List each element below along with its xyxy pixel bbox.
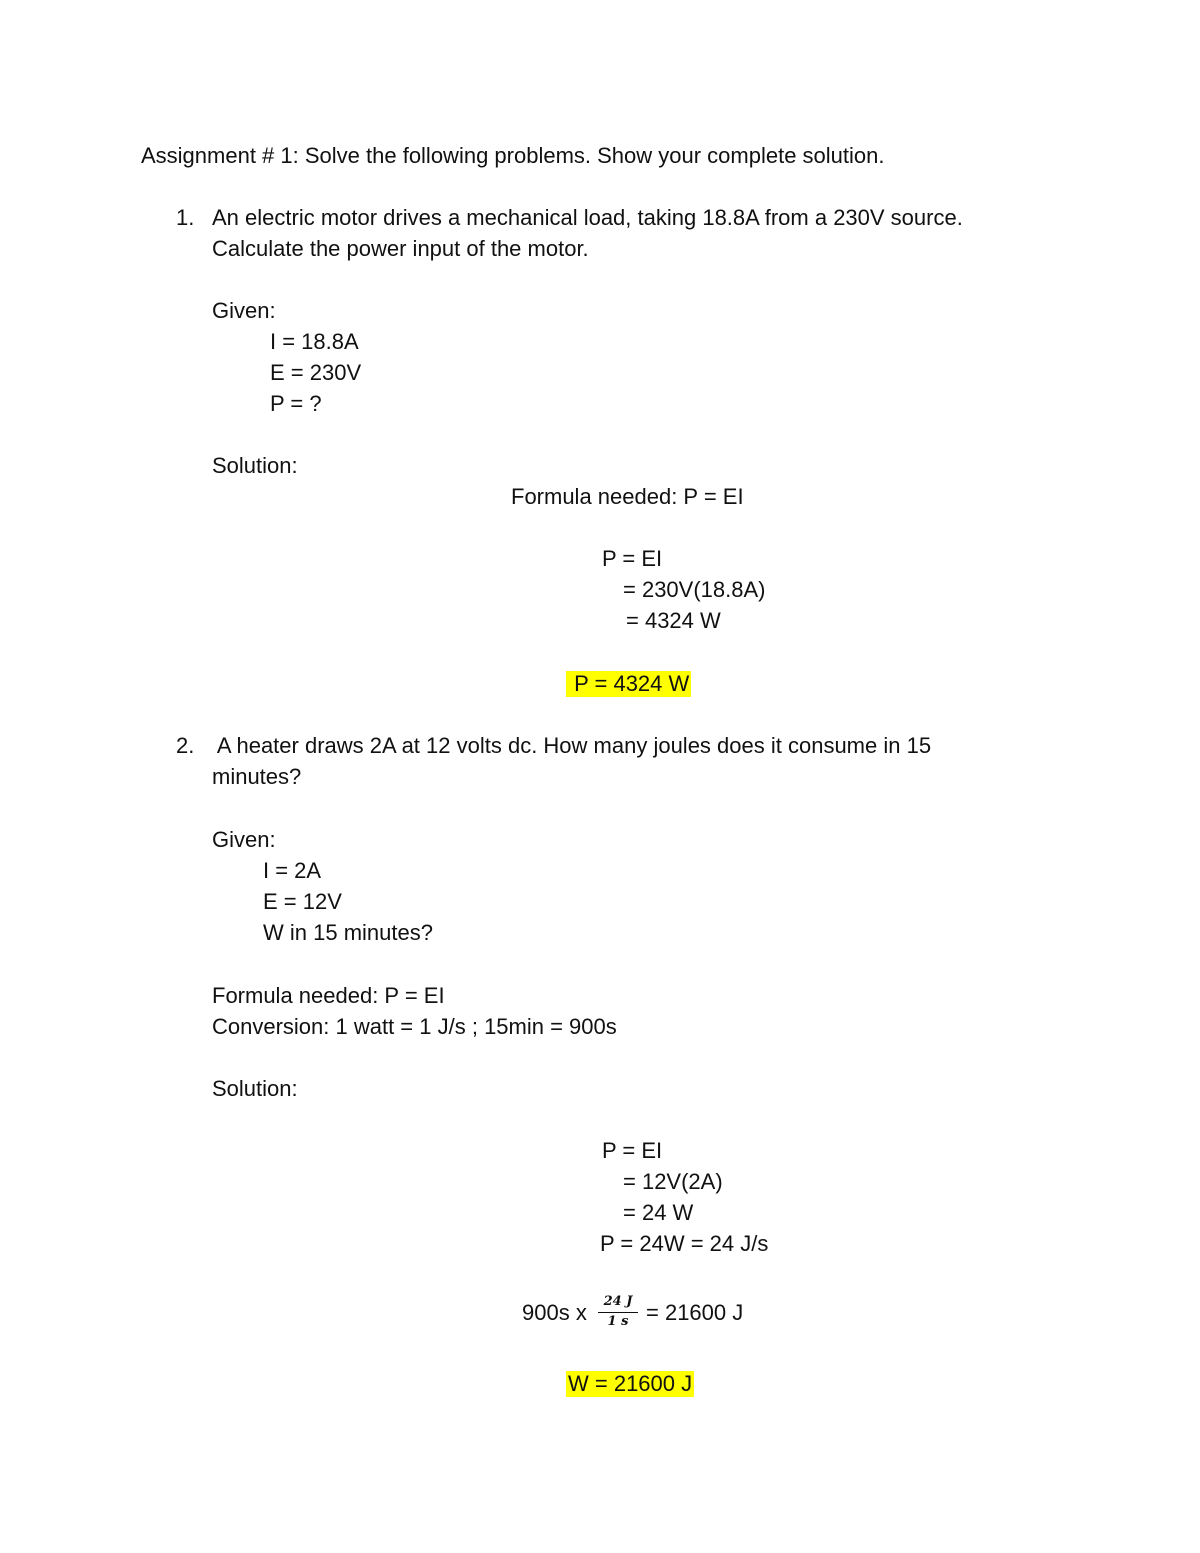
problem-2-calc-right: = 21600 J: [646, 1300, 744, 1325]
problem-2-conversion: Conversion: 1 watt = 1 J/s ; 15min = 900s: [212, 1014, 617, 1039]
fraction-denominator: 1 s: [607, 1314, 629, 1329]
problem-2-step-1: P = EI: [602, 1138, 663, 1163]
problem-2-given-label: Given:: [212, 827, 276, 852]
assignment-heading: Assignment # 1: Solve the following problems. Show your complete solution.: [141, 143, 885, 168]
problem-2-solution-label: Solution:: [212, 1076, 298, 1101]
problem-1-given-current: I = 18.8A: [270, 329, 359, 354]
problem-1-formula: Formula needed: P = EI: [511, 484, 744, 509]
problem-1-given-power: P = ?: [270, 391, 322, 416]
problem-2-calc-left: 900s x: [522, 1300, 587, 1325]
problem-1-given-voltage: E = 230V: [270, 360, 362, 385]
problem-2-step-3: = 24 W: [623, 1200, 694, 1225]
fraction-bar: [598, 1312, 638, 1313]
problem-2-question-line-2: minutes?: [212, 764, 302, 789]
problem-1-given-label: Given:: [212, 298, 276, 323]
problem-2-given-current: I = 2A: [263, 858, 322, 883]
problem-1-step-3: = 4324 W: [626, 608, 721, 633]
problem-2-question-line-1: A heater draws 2A at 12 volts dc. How many joules does it consume in 15: [212, 733, 932, 758]
problem-1-number: 1.: [176, 205, 195, 230]
problem-1-question-line-2: Calculate the power input of the motor.: [212, 236, 589, 261]
problem-1-question-line-1: An electric motor drives a mechanical load, taking 18.8A from a 230V source.: [212, 205, 963, 230]
problem-2-step-2: = 12V(2A): [623, 1169, 723, 1194]
problem-1-answer: P = 4324 W: [568, 671, 690, 696]
problem-2-given-work: W in 15 minutes?: [263, 920, 433, 945]
problem-2-given-voltage: E = 12V: [263, 889, 342, 914]
problem-1-step-2: = 230V(18.8A): [623, 577, 766, 602]
problem-2-step-4: P = 24W = 24 J/s: [600, 1231, 769, 1256]
problem-1-step-1: P = EI: [602, 546, 663, 571]
problem-2-formula: Formula needed: P = EI: [212, 983, 445, 1008]
problem-1-solution-label: Solution:: [212, 453, 298, 478]
problem-2-answer: W = 21600 J: [568, 1371, 693, 1396]
problem-2-number: 2.: [176, 733, 195, 758]
fraction-numerator: 24 J: [603, 1294, 633, 1309]
problem-2-fraction: [596, 1294, 640, 1334]
